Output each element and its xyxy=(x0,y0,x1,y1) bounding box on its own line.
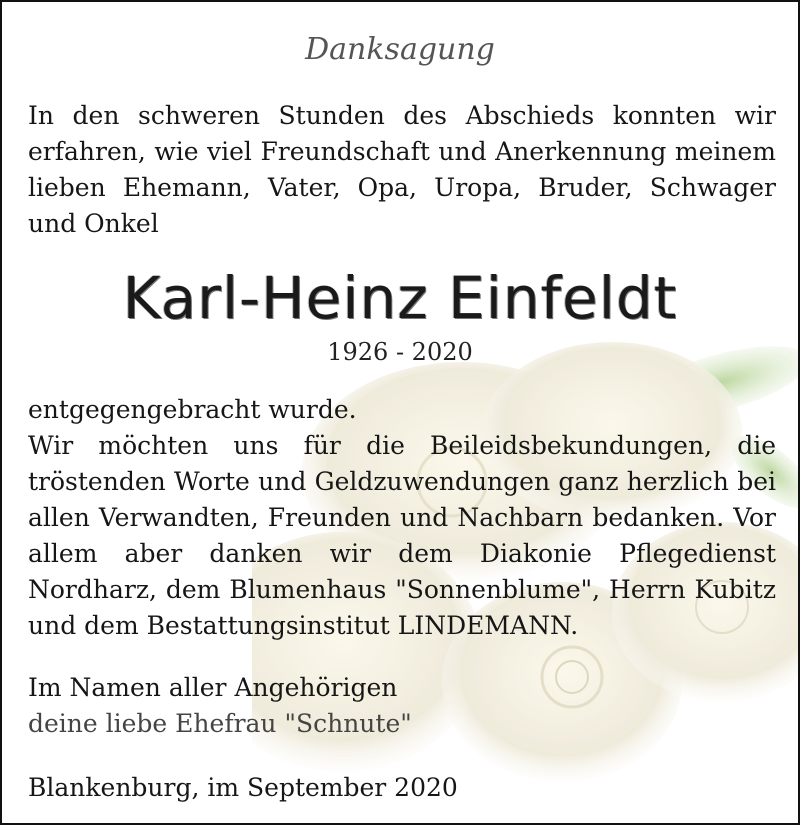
thanks-section xyxy=(28,392,776,644)
continuation-line: entgegengebracht wurde. xyxy=(28,395,357,424)
signoff xyxy=(28,670,776,742)
signoff-line-1: Im Namen aller Angehörigen xyxy=(28,673,398,702)
deceased-name: Karl-Heinz Einfeldt xyxy=(122,264,678,332)
life-dates: 1926 - 2020 xyxy=(327,338,473,366)
intro-paragraph: In den schweren Stunden des Abschieds konnten wir erfahren, wie viel Freundschaft und Anerkennung meinem lieben Ehemann, Vater, Opa, Uropa, Bruder, Schwager und Onkel xyxy=(28,101,776,238)
notice-title: Danksagung xyxy=(305,32,495,67)
thanks-paragraph: Wir möchten uns für die Beileidsbekundungen, die tröstenden Worte und Geldzuwendungen ganz herzlich bei allen Verwandten, Freunden und Nachbarn bedanken. Vor allem aber danken wir dem Diakonie Pflegedienst Nordharz, dem Blumenhaus "Sonnenblume", Herrn Kubitz und dem Bestattungsinstitut LINDEMANN. xyxy=(28,431,776,640)
signoff-line-2: deine liebe Ehefrau "Schnute" xyxy=(28,709,412,738)
place-date: Blankenburg, im September 2020 xyxy=(28,773,458,802)
